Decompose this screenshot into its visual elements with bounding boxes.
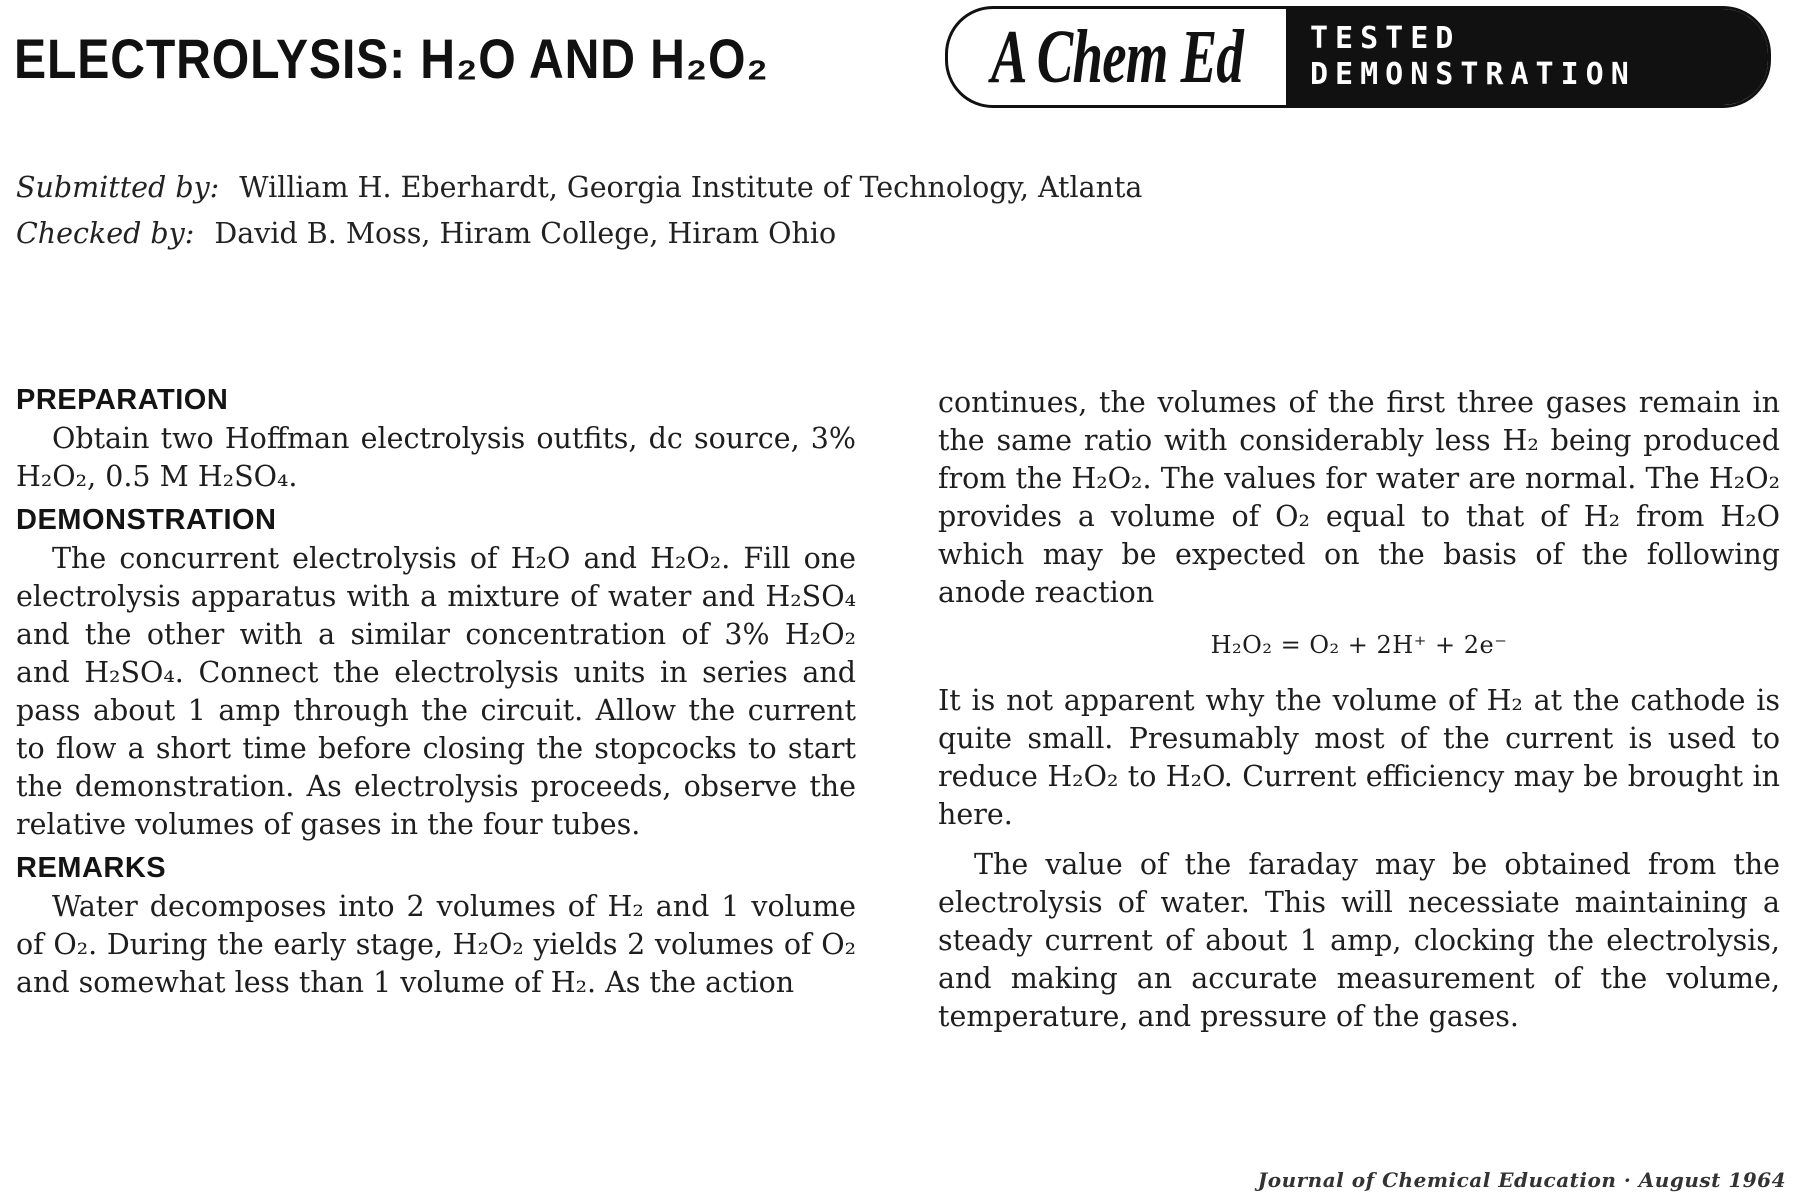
journal-footer: Journal of Chemical Education · August 1964: [1257, 1168, 1786, 1192]
logo-line-tested: TESTED: [1310, 21, 1461, 56]
preparation-text: Obtain two Hoffman electrolysis outfits, dc source, 3% H₂O₂, 0.5 M H₂SO₄.: [16, 422, 856, 493]
logo-line-demonstration: DEMONSTRATION: [1310, 57, 1636, 92]
article-title: ELECTROLYSIS: H₂O AND H₂O₂: [14, 27, 769, 90]
checked-by-value: David B. Moss, Hiram College, Hiram Ohio: [214, 217, 837, 250]
demonstration-heading: DEMONSTRATION: [16, 504, 277, 536]
preparation-heading: PREPARATION: [16, 384, 229, 416]
demonstration-text: The concurrent electrolysis of H₂O and H₂O₂. Fill one electrolysis apparatus with a mixture of water and H₂SO₄ and the other with a similar concentration of 3% H₂O₂ and H₂SO₄. Connect the electrolysis units in series and pass about 1 amp through the circuit. Allow the current to flow a short time before closing the stopcocks to start the demonstration. As electrolysis proceeds, observe the relative volumes of gases in the four tubes.: [16, 542, 856, 841]
remarks-text-right: continues, the volumes of the first three gases remain in the same ratio with considerably less H₂ being produced from the H₂O₂. The values for water are normal. The H₂O₂ provides a volume of O₂ equal to that of H₂ from H₂O which may be expected on the basis of the following anode reaction: [938, 386, 1780, 609]
checked-by-label: Checked by:: [16, 217, 195, 250]
checked-by-row: [16, 211, 1142, 257]
left-column: [16, 380, 856, 1006]
anode-reaction-equation: H₂O₂ = O₂ + 2H⁺ + 2e⁻: [1210, 631, 1508, 659]
chem-ed-logo: [945, 6, 1771, 108]
remarks-paragraph-cathode: It is not apparent why the volume of H₂ at the cathode is quite small. Presumably most of the current is used to reduce H₂O₂ to H₂O. Current efficiency may be brought in here.: [938, 684, 1780, 831]
logo-script-panel: [948, 9, 1286, 105]
logo-banner-panel: [1286, 9, 1768, 105]
logo-script-text: A Chem Ed: [991, 14, 1243, 99]
right-column: [938, 384, 1780, 1040]
remarks-heading: REMARKS: [16, 852, 167, 884]
submitted-by-row: [16, 165, 1142, 211]
remarks-paragraph-faraday: The value of the faraday may be obtained from the electrolysis of water. This will necessiate maintaining a steady current of about 1 amp, clocking the electrolysis, and making an accurate measurement of the volume, temperature, and pressure of the gases.: [938, 848, 1780, 1033]
remarks-text-left: Water decomposes into 2 volumes of H₂ and 1 volume of O₂. During the early stage, H₂O₂ yields 2 volumes of O₂ and somewhat less than 1 volume of H₂. As the action: [16, 890, 856, 999]
credits-block: [16, 165, 1142, 257]
submitted-by-label: Submitted by:: [16, 171, 220, 204]
submitted-by-value: William H. Eberhardt, Georgia Institute of Technology, Atlanta: [239, 171, 1143, 204]
